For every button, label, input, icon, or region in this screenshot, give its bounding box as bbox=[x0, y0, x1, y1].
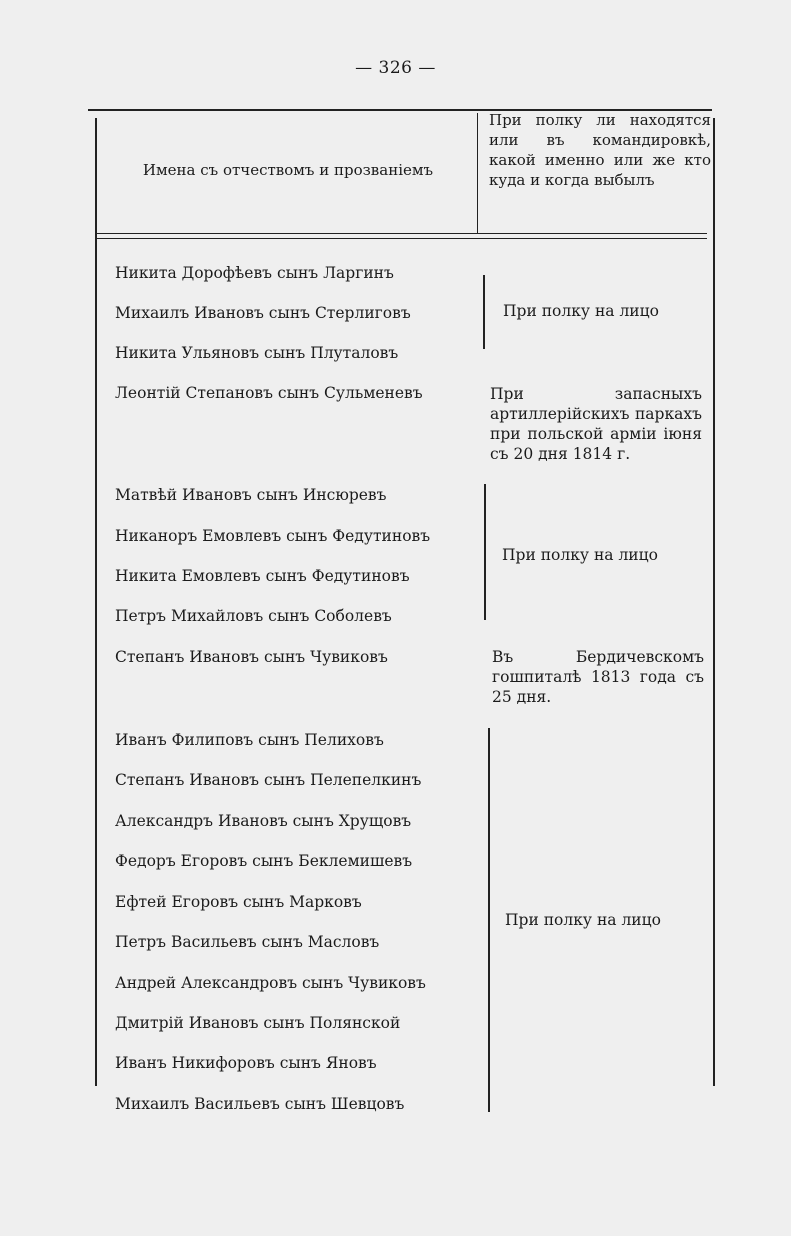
group-bracket bbox=[488, 728, 490, 1112]
table-right-border bbox=[713, 118, 715, 1086]
table-row: Степанъ Ивановъ сынъ Чувиковъ bbox=[115, 648, 388, 666]
status-column-header: При полку ли находятся или въ командировкѣ, какой именно или же кто куда и когда выбылъ bbox=[489, 111, 711, 189]
names-column-header: Имена съ отчествомъ и прозваніемъ bbox=[142, 161, 434, 179]
table-row: Петръ Васильевъ сынъ Масловъ bbox=[115, 933, 380, 951]
table-row: Леонтій Степановъ сынъ Сульменевъ bbox=[115, 384, 423, 402]
table-row: Андрей Александровъ сынъ Чувиковъ bbox=[115, 974, 426, 992]
header-double-rule-bottom bbox=[95, 238, 707, 239]
table-row: Александръ Ивановъ сынъ Хрущовъ bbox=[115, 812, 412, 830]
table-row: Степанъ Ивановъ сынъ Пелепелкинъ bbox=[115, 771, 422, 789]
table-row: Михаилъ Ивановъ сынъ Стерлиговъ bbox=[115, 304, 411, 322]
page-number: — 326 — bbox=[355, 58, 436, 78]
header-double-rule-top bbox=[95, 233, 707, 234]
status-entry: При полку на лицо bbox=[502, 546, 658, 564]
group-bracket bbox=[484, 484, 486, 620]
table-row: Никита Дорофѣевъ сынъ Ларгинъ bbox=[115, 264, 394, 282]
table-row: Дмитрій Ивановъ сынъ Полянской bbox=[115, 1014, 401, 1032]
table-row: Иванъ Филиповъ сынъ Пелиховъ bbox=[115, 731, 384, 749]
table-row: Иванъ Никифоровъ сынъ Яновъ bbox=[115, 1054, 377, 1072]
status-entry: Въ Бердичевскомъ гошпиталѣ 1813 года съ 25 дня. bbox=[492, 648, 704, 706]
table-row: Матвѣй Ивановъ сынъ Инсюревъ bbox=[115, 486, 387, 504]
table-row: Петръ Михайловъ сынъ Соболевъ bbox=[115, 607, 392, 625]
table-row: Ефтей Егоровъ сынъ Марковъ bbox=[115, 893, 362, 911]
status-entry: При полку на лицо bbox=[503, 302, 659, 320]
table-row: Никита Ульяновъ сынъ Плуталовъ bbox=[115, 344, 399, 362]
table-row: Никаноръ Емовлевъ сынъ Федутиновъ bbox=[115, 527, 431, 545]
table-row: Федоръ Егоровъ сынъ Беклемишевъ bbox=[115, 852, 413, 870]
status-entry: При полку на лицо bbox=[505, 911, 661, 929]
table-row: Никита Емовлевъ сынъ Федутиновъ bbox=[115, 567, 410, 585]
table-row: Михаилъ Васильевъ сынъ Шевцовъ bbox=[115, 1095, 405, 1113]
group-bracket bbox=[483, 275, 485, 349]
table-left-border bbox=[95, 118, 97, 1086]
status-entry: При запасныхъ артиллерійскихъ паркахъ при польской арміи іюня съ 20 дня 1814 г. bbox=[490, 385, 702, 463]
